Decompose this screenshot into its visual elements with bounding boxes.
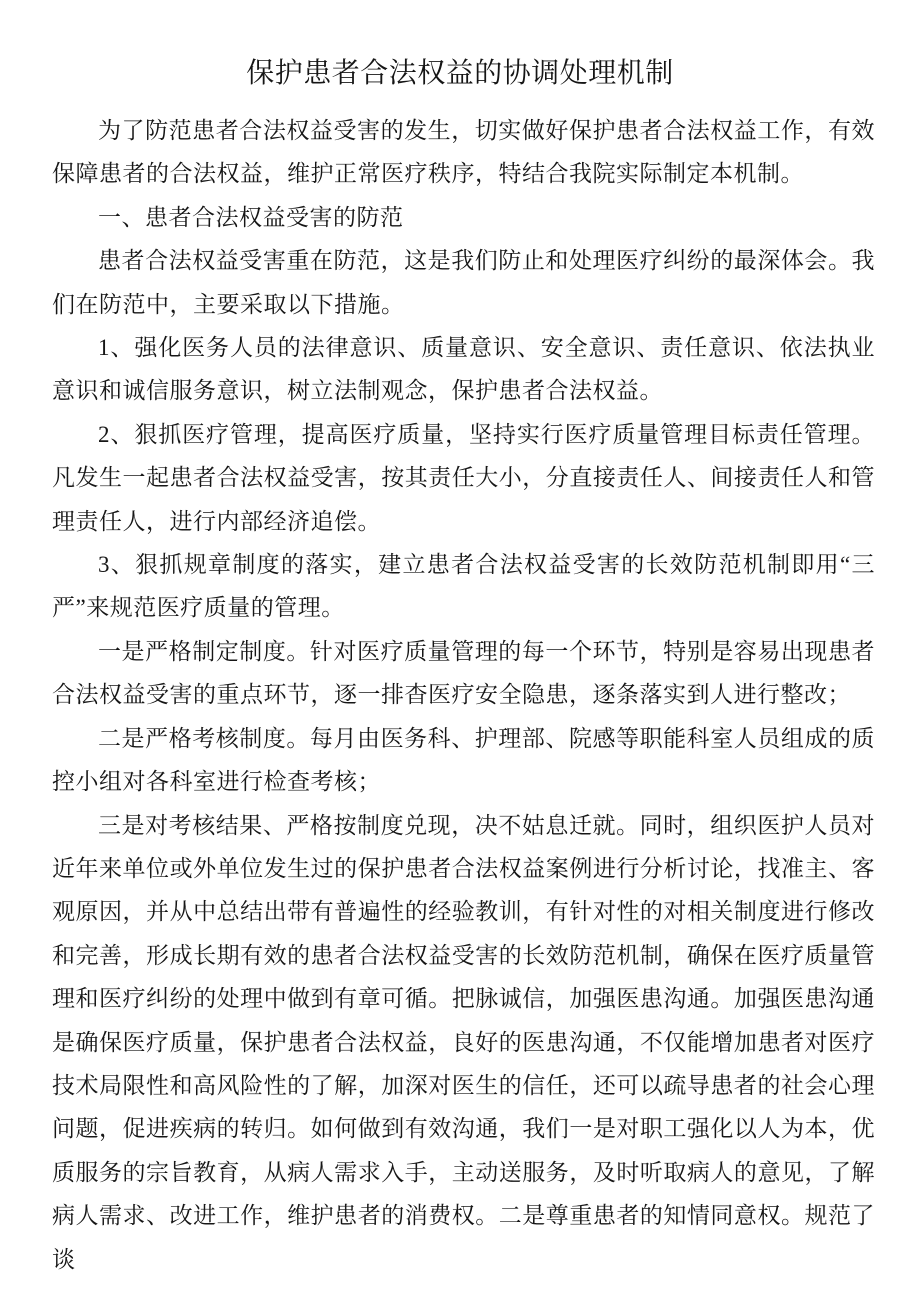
paragraph-prevention-overview: 患者合法权益受害重在防范，这是我们防止和处理医疗纠纷的最深体会。我们在防范中，主要采取以下措施。 [52,248,875,317]
sub-item-three-results-communication: 三是对考核结果、严格按制度兑现，决不姑息迁就。同时，组织医护人员对近年来单位或外单位发生过的保护患者合法权益案例进行分析讨论，找准主、客观原因，并从中总结出带有普遍性的经验教训，有针对性的对相关制度进行修改和完善，形成长期有效的患者合法权益受害的长效防范机制，确保在医疗质量管理和医疗纠纷的处理中做到有章可循。把脉诚信，加强医患沟通。加强医患沟通是确保医疗质量，保护患者合法权益，良好的医患沟通，不仅能增加患者对医疗技术局限性和高风险性的了解，加深对医生的信任，还可以疏导患者的社会心理问题，促进疾病的转归。如何做到有效沟通，我们一是对职工强化以人为本，优质服务的宗旨教育，从病人需求入手，主动送服务，及时听取病人的意见，了解病人需求、改进工作，维护患者的消费权。二是尊重患者的知情同意权。规范了谈 [52,812,875,1272]
section-heading-prevention: 一、患者合法权益受害的防范 [98,204,404,230]
document-body [0,109,920,1281]
paragraph-intro: 为了防范患者合法权益受害的发生，切实做好保护患者合法权益工作，有效保障患者的合法权益，维护正常医疗秩序，特结合我院实际制定本机制。 [52,118,875,187]
document-title: 保护患者合法权益的协调处理机制 [246,58,674,89]
sub-item-one-strict-rules: 一是严格制定制度。针对医疗质量管理的每一个环节，特别是容易出现患者合法权益受害的重点环节，逐一排杳医疗安全隐患，逐条落实到人进行整改； [52,638,875,708]
sub-item-two-strict-assessment: 二是严格考核制度。每月由医务科、护理部、院感等职能科室人员组成的质控小组对各科室进行检查考核； [52,725,875,795]
list-item-3-rules: 3、狠抓规章制度的落实，建立患者合法权益受害的长效防范机制即用“三严”来规范医疗质量的管理。 [52,552,875,621]
list-item-1-awareness: 1、强化医务人员的法律意识、质量意识、安全意识、责任意识、依法执业意识和诚信服务意识，树立法制观念，保护患者合法权益。 [52,335,875,404]
list-item-2-management: 2、狠抓医疗管理，提高医疗质量，坚持实行医疗质量管理目标责任管理。凡发生一起患者合法权益受害，按其责任大小，分直接责任人、间接责任人和管理责任人，进行内部经济追偿。 [52,421,875,534]
